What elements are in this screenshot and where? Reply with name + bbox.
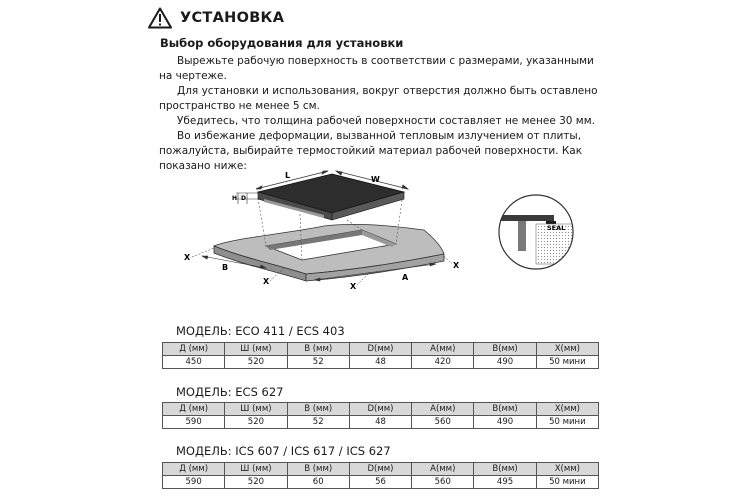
table-header-cell: В (мм)	[287, 403, 349, 416]
intro-paragraph: Для установки и использования, вокруг отверстия должно быть оставлено пространство не менее 5 см.	[159, 85, 598, 112]
table-cell: 450	[163, 356, 225, 369]
table-header-cell: A(мм)	[412, 343, 474, 356]
seal-detail-diagram	[492, 192, 582, 272]
dim-label-x: X	[350, 282, 357, 291]
section-title: Выбор оборудования для установки	[160, 36, 404, 50]
cabinet-frame	[518, 221, 526, 251]
dim-label-a: A	[402, 273, 409, 282]
table-cell: 560	[412, 476, 474, 489]
table-cell: 590	[163, 416, 225, 429]
table-cell: 495	[474, 476, 536, 489]
warning-triangle-icon	[148, 7, 172, 29]
table-header-cell: X(мм)	[536, 343, 598, 356]
table-cell: 520	[225, 416, 287, 429]
spec-table	[162, 402, 599, 429]
spec-table	[162, 342, 599, 369]
table-cell: 520	[225, 356, 287, 369]
page-header	[148, 5, 284, 31]
model-title: МОДЕЛЬ: ECS 627	[176, 385, 284, 399]
table-header-cell: D(мм)	[349, 343, 411, 356]
spec-table	[162, 462, 599, 489]
table-cell: 52	[287, 356, 349, 369]
table-header-row	[163, 463, 599, 476]
table-header-cell: X(мм)	[536, 403, 598, 416]
table-header-row	[163, 343, 599, 356]
model-title: МОДЕЛЬ: ICS 607 / ICS 617 / ICS 627	[176, 444, 391, 458]
intro-paragraph: Вырежьте рабочую поверхность в соответствии с размерами, указанными на чертеже.	[159, 55, 594, 82]
table-header-cell: B(мм)	[474, 403, 536, 416]
table-header-cell: X(мм)	[536, 463, 598, 476]
table-cell: 48	[349, 416, 411, 429]
table-cell: 50 мини	[536, 356, 598, 369]
table-header-cell: Д (мм)	[163, 343, 225, 356]
dim-label-l: L	[285, 171, 291, 180]
table-header-cell: Д (мм)	[163, 463, 225, 476]
table-cell: 50 мини	[536, 476, 598, 489]
table-cell: 60	[287, 476, 349, 489]
intro-paragraph: Во избежание деформации, вызванной тепловым излучением от плиты, пожалуйста, выбирайте термостойкий материал рабочей поверхности. Как показано ниже:	[159, 130, 583, 172]
dim-label-w: W	[371, 175, 380, 184]
table-cell: 52	[287, 416, 349, 429]
dim-label-x: X	[184, 253, 191, 262]
dim-label-h: H	[232, 195, 238, 202]
intro-paragraph: Убедитесь, что толщина рабочей поверхности составляет не менее 30 мм.	[177, 115, 595, 127]
table-header-cell: A(мм)	[412, 463, 474, 476]
table-header-cell: Ш (мм)	[225, 403, 287, 416]
table-cell: 50 мини	[536, 416, 598, 429]
table-cell: 490	[474, 356, 536, 369]
dim-label-x: X	[453, 261, 460, 270]
page-title: УСТАНОВКА	[180, 10, 285, 26]
model-title: МОДЕЛЬ: ECO 411 / ECS 403	[176, 324, 345, 338]
table-row	[163, 416, 599, 429]
installation-diagram	[174, 168, 474, 293]
table-header-cell: D(мм)	[349, 463, 411, 476]
table-header-row	[163, 403, 599, 416]
table-cell: 520	[225, 476, 287, 489]
table-row	[163, 476, 599, 489]
table-header-cell: Д (мм)	[163, 403, 225, 416]
dim-label-d: D	[241, 195, 246, 202]
seal-label: SEAL	[547, 224, 566, 232]
table-header-cell: В (мм)	[287, 463, 349, 476]
table-cell: 560	[412, 416, 474, 429]
table-cell: 590	[163, 476, 225, 489]
table-cell: 56	[349, 476, 411, 489]
table-header-cell: B(мм)	[474, 463, 536, 476]
table-header-cell: Ш (мм)	[225, 343, 287, 356]
table-header-cell: B(мм)	[474, 343, 536, 356]
table-header-cell: D(мм)	[349, 403, 411, 416]
dim-label-x: X	[263, 277, 270, 286]
table-cell: 490	[474, 416, 536, 429]
table-row	[163, 356, 599, 369]
table-header-cell: В (мм)	[287, 343, 349, 356]
cooktop-glass	[258, 174, 404, 213]
table-cell: 48	[349, 356, 411, 369]
intro-text	[159, 54, 599, 174]
table-header-cell: Ш (мм)	[225, 463, 287, 476]
table-header-cell: A(мм)	[412, 403, 474, 416]
dim-label-b: B	[222, 263, 229, 272]
table-cell: 420	[412, 356, 474, 369]
